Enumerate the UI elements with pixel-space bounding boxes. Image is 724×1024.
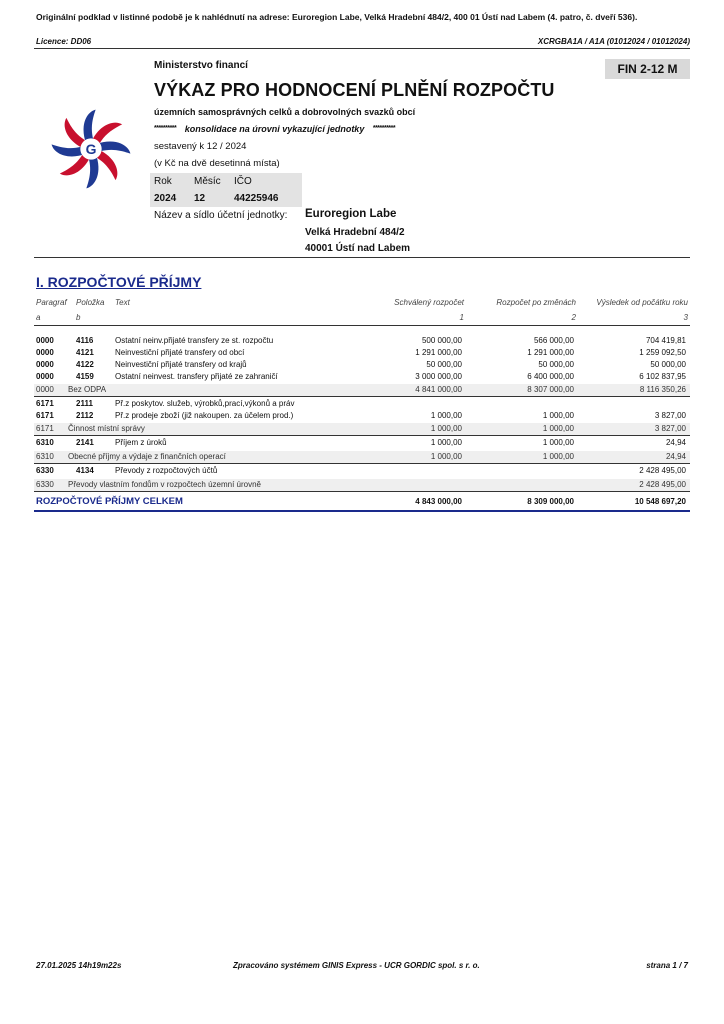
cell-schvaleny: 1 000,00 (430, 411, 462, 420)
table-row (34, 371, 690, 383)
table-total-row (34, 496, 690, 510)
star-logo-icon (50, 108, 132, 190)
col-po-zmenach: Rozpočet po změnách (496, 298, 576, 307)
cell-text: Ostatní neinvest. transfery přijaté ze zahraničí (115, 372, 278, 381)
cell-polozka: 4116 (76, 336, 94, 345)
cell-schvaleny: 500 000,00 (421, 336, 462, 345)
cell-vysledek: 8 116 350,26 (639, 385, 686, 394)
cell-text: Neinvestiční přijaté transfery od krajů (115, 360, 247, 369)
total-schvaleny: 4 843 000,00 (415, 497, 462, 506)
col-vysledek: Výsledek od počátku roku (596, 298, 688, 307)
table-header-divider (34, 325, 690, 326)
cell-schvaleny: 50 000,00 (426, 360, 462, 369)
cell-paragraf: 6171 (36, 424, 54, 433)
table-sum-row (34, 451, 690, 463)
cell-text: Bez ODPA (68, 385, 107, 394)
table-sum-row (34, 479, 690, 491)
cell-text: Neinvestiční přijaté transfery od obcí (115, 348, 245, 357)
cell-schvaleny: 1 000,00 (430, 452, 462, 461)
ico-label: IČO (234, 176, 252, 187)
cell-text: Ostatní neinv.přijaté transfery ze st. rozpočtu (115, 336, 274, 345)
cell-schvaleny: 4 841 000,00 (415, 385, 462, 394)
cell-schvaleny: 3 000 000,00 (415, 372, 462, 381)
cell-po-zmenach: 1 000,00 (542, 424, 574, 433)
table-row (34, 410, 690, 422)
table-sum-row (34, 423, 690, 435)
cell-vysledek: 50 000,00 (650, 360, 686, 369)
col-text: Text (115, 298, 130, 307)
page-title: VÝKAZ PRO HODNOCENÍ PLNĚNÍ ROZPOČTU (154, 80, 555, 100)
original-document-note: Originální podklad v listinné podobě je k nahlédnutí na adrese: Euroregion Labe, Velká Hradební 484/2, 400 01 Ústí nad Labem (4. patro, č. dveří 536). (36, 12, 638, 22)
cell-po-zmenach: 1 291 000,00 (527, 348, 574, 357)
cell-vysledek: 3 827,00 (654, 424, 686, 433)
month-label: Měsíc (194, 176, 221, 187)
total-vysledek: 10 548 697,20 (634, 497, 686, 506)
col-a: a (36, 313, 41, 322)
col-paragraf: Paragraf (36, 298, 67, 307)
month-value: 12 (194, 193, 206, 204)
cell-po-zmenach: 6 400 000,00 (527, 372, 574, 381)
cell-paragraf: 6330 (36, 466, 54, 475)
cell-polozka: 4121 (76, 348, 94, 357)
cell-schvaleny: 1 000,00 (430, 424, 462, 433)
col-schvaleny: Schválený rozpočet (394, 298, 464, 307)
cell-paragraf: 0000 (36, 348, 54, 357)
col-polozka: Položka (76, 298, 105, 307)
cell-paragraf: 0000 (36, 385, 54, 394)
cell-text: Převody vlastním fondům v rozpočtech územní úrovně (68, 480, 261, 489)
cell-paragraf: 6310 (36, 438, 54, 447)
cell-vysledek: 2 428 495,00 (639, 466, 686, 475)
cell-paragraf: 0000 (36, 360, 54, 369)
consolidation-line (154, 124, 395, 134)
cell-text: Příjem z úroků (115, 438, 167, 447)
col-n1: 1 (459, 313, 464, 322)
stars-right: ********** (372, 125, 396, 132)
table-sum-row (34, 384, 690, 396)
units-note: (v Kč na dvě desetinná místa) (154, 158, 280, 169)
entity-city: 40001 Ústí nad Labem (305, 243, 411, 254)
col-n3: 3 (683, 313, 688, 322)
cell-polozka: 4159 (76, 372, 94, 381)
cell-paragraf: 6330 (36, 480, 54, 489)
table-row (34, 335, 690, 347)
col-n2: 2 (571, 313, 576, 322)
cell-vysledek: 24,94 (665, 452, 686, 461)
entity-divider (34, 257, 690, 258)
table-row (34, 359, 690, 371)
cell-text: Převody z rozpočtových účtů (115, 466, 218, 475)
footer-page: strana 1 / 7 (646, 961, 688, 970)
footer-date: 27.01.2025 14h19m22s (36, 961, 122, 970)
table-row (34, 437, 690, 449)
cell-paragraf: 6171 (36, 399, 54, 408)
year-value: 2024 (154, 193, 177, 204)
col-b: b (76, 313, 81, 322)
total-label: ROZPOČTOVÉ PŘÍJMY CELKEM (36, 496, 183, 507)
cell-paragraf: 0000 (36, 372, 54, 381)
group-divider (34, 396, 690, 397)
cell-polozka: 4122 (76, 360, 94, 369)
entity-name: Euroregion Labe (305, 208, 397, 220)
entity-street: Velká Hradební 484/2 (305, 227, 405, 238)
ico-value: 44225946 (234, 193, 279, 204)
consolidation-text: konsolidace na úrovni vykazující jednotky (184, 124, 365, 134)
entity-label: Název a sídlo účetní jednotky: (154, 210, 288, 221)
cell-schvaleny: 1 000,00 (430, 438, 462, 447)
cell-po-zmenach: 50 000,00 (538, 360, 574, 369)
form-code-badge: FIN 2-12 M (605, 59, 690, 79)
cell-vysledek: 1 259 092,50 (639, 348, 686, 357)
cell-po-zmenach: 1 000,00 (542, 411, 574, 420)
cell-text: Př.z prodeje zboží (již nakoupen. za účelem prod.) (115, 411, 294, 420)
year-label: Rok (154, 176, 172, 187)
cell-paragraf: 0000 (36, 336, 54, 345)
table-row (34, 398, 690, 410)
cell-paragraf: 6310 (36, 452, 54, 461)
cell-vysledek: 6 102 837,95 (639, 372, 686, 381)
cell-po-zmenach: 566 000,00 (533, 336, 574, 345)
period-box (150, 173, 302, 207)
total-underline (34, 510, 690, 512)
cell-po-zmenach: 1 000,00 (542, 438, 574, 447)
cell-polozka: 2112 (76, 411, 94, 420)
cell-po-zmenach: 8 307 000,00 (527, 385, 574, 394)
table-row (34, 465, 690, 477)
header-divider (34, 48, 690, 49)
licence: Licence: DD06 (36, 37, 92, 46)
total-po-zmenach: 8 309 000,00 (527, 497, 574, 506)
section-title: I. ROZPOČTOVÉ PŘÍJMY (36, 274, 202, 290)
cell-vysledek: 3 827,00 (654, 411, 686, 420)
group-divider (34, 463, 690, 464)
compiled-date: sestavený k 12 / 2024 (154, 141, 247, 152)
cell-text: Př.z poskytov. služeb, výrobků,prací,výkonů a práv (115, 399, 295, 408)
cell-vysledek: 2 428 495,00 (639, 480, 686, 489)
cell-polozka: 4134 (76, 466, 94, 475)
report-code: XCRGBA1A / A1A (01012024 / 01012024) (537, 37, 690, 46)
page-subtitle: územních samosprávných celků a dobrovolných svazků obcí (154, 107, 416, 117)
cell-polozka: 2111 (76, 399, 93, 408)
cell-text: Činnost místní správy (68, 424, 145, 433)
cell-vysledek: 704 419,81 (645, 336, 686, 345)
ministry-name: Ministerstvo financí (154, 60, 248, 71)
stars-left: ********** (154, 125, 177, 132)
svg-text:G: G (85, 140, 97, 157)
cell-polozka: 2141 (76, 438, 94, 447)
table-row (34, 347, 690, 359)
cell-schvaleny: 1 291 000,00 (415, 348, 462, 357)
cell-vysledek: 24,94 (665, 438, 686, 447)
logo (50, 108, 132, 190)
footer-system: Zpracováno systémem GINIS Express - UCR GORDIC spol. s r. o. (233, 961, 480, 970)
cell-paragraf: 6171 (36, 411, 54, 420)
cell-text: Obecné příjmy a výdaje z finančních operací (68, 452, 226, 461)
group-divider (34, 491, 690, 492)
cell-po-zmenach: 1 000,00 (542, 452, 574, 461)
group-divider (34, 435, 690, 436)
